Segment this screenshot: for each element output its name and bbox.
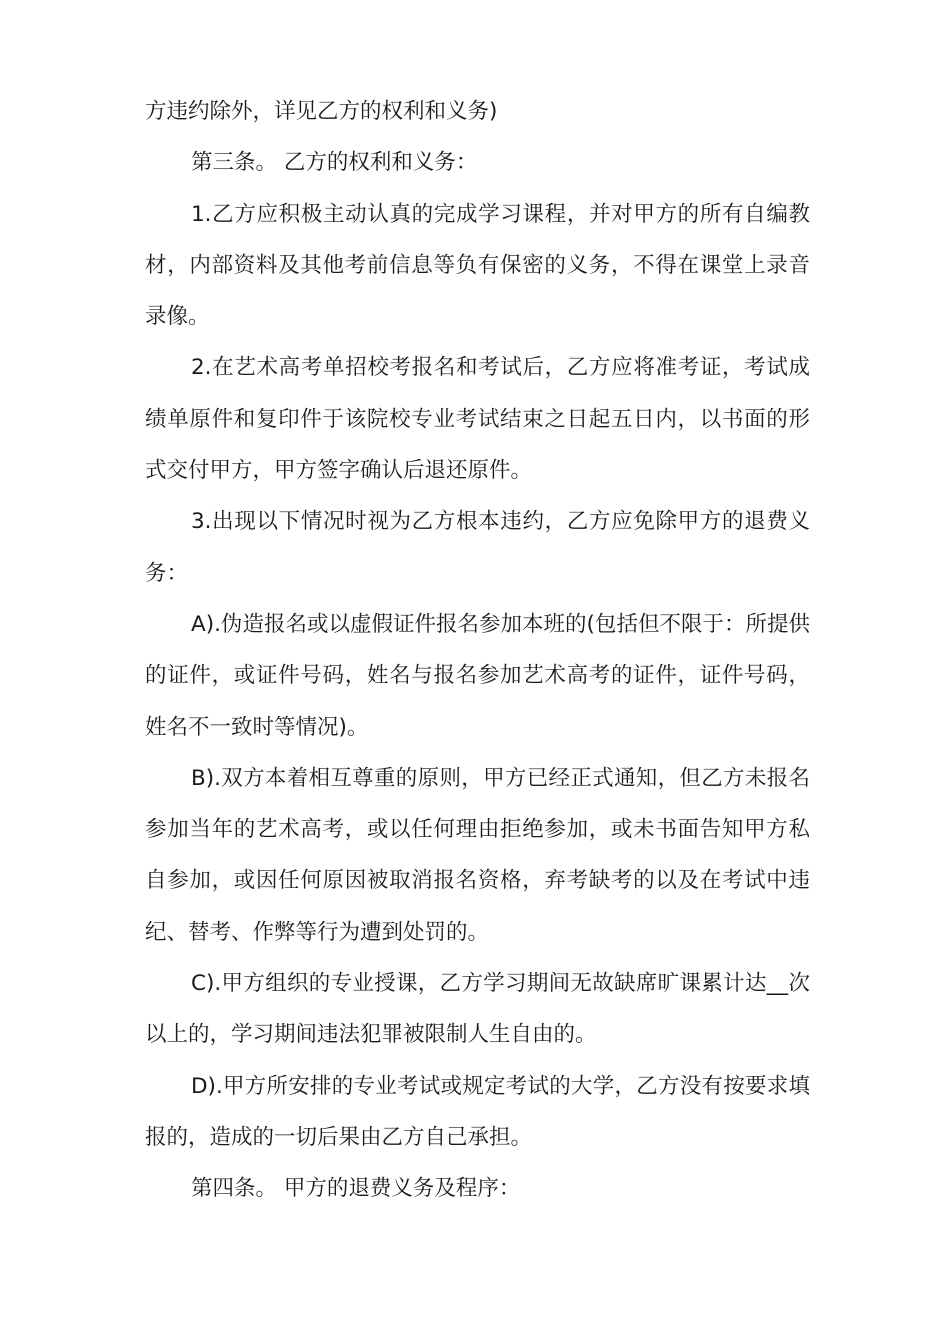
- paragraph-continuation: 方违约除外，详见乙方的权利和义务): [145, 99, 498, 124]
- article-4-heading: 第四条。 甲方的退费义务及程序：: [191, 1176, 521, 1202]
- clause-1: 1.乙方应积极主动认真的完成学习课程，并对甲方的所有自编教材，内部资料及其他考前信息等负有保密的义务，不得在课堂上录音录像。: [145, 201, 810, 330]
- clause-3: 3.出现以下情况时视为乙方根本违约，乙方应免除甲方的退费义务：: [145, 509, 810, 586]
- clause-2: 2.在艺术高考单招校考报名和考试后，乙方应将准考证，考试成绩单原件和复印件于该院校专业考试结束之日起五日内，以书面的形式交付甲方，甲方签字确认后退还原件。: [145, 355, 810, 484]
- article-3-heading: 第三条。 乙方的权利和义务：: [191, 150, 478, 176]
- clause-3-item-d: D).甲方所安排的专业考试或规定考试的大学，乙方没有按要求填报的，造成的一切后果由乙方自己承担。: [145, 1073, 810, 1150]
- clause-3-item-a: A).伪造报名或以虚假证件报名参加本班的(包括但不限于：所提供的证件，或证件号码，姓名与报名参加艺术高考的证件，证件号码，姓名不一致时等情况)。: [145, 611, 810, 740]
- clause-3-item-b: B).双方本着相互尊重的原则，甲方已经正式通知，但乙方未报名参加当年的艺术高考，或以任何理由拒绝参加，或未书面告知甲方私自参加，或因任何原因被取消报名资格，弃考缺考的以及在考试中违纪、替考、作弊等行为遭到处罚的。: [145, 765, 810, 945]
- document-body: [145, 86, 810, 1215]
- clause-3-item-c: C).甲方组织的专业授课，乙方学习期间无故缺席旷课累计达__次以上的，学习期间违法犯罪被限制人生自由的。: [145, 971, 810, 1048]
